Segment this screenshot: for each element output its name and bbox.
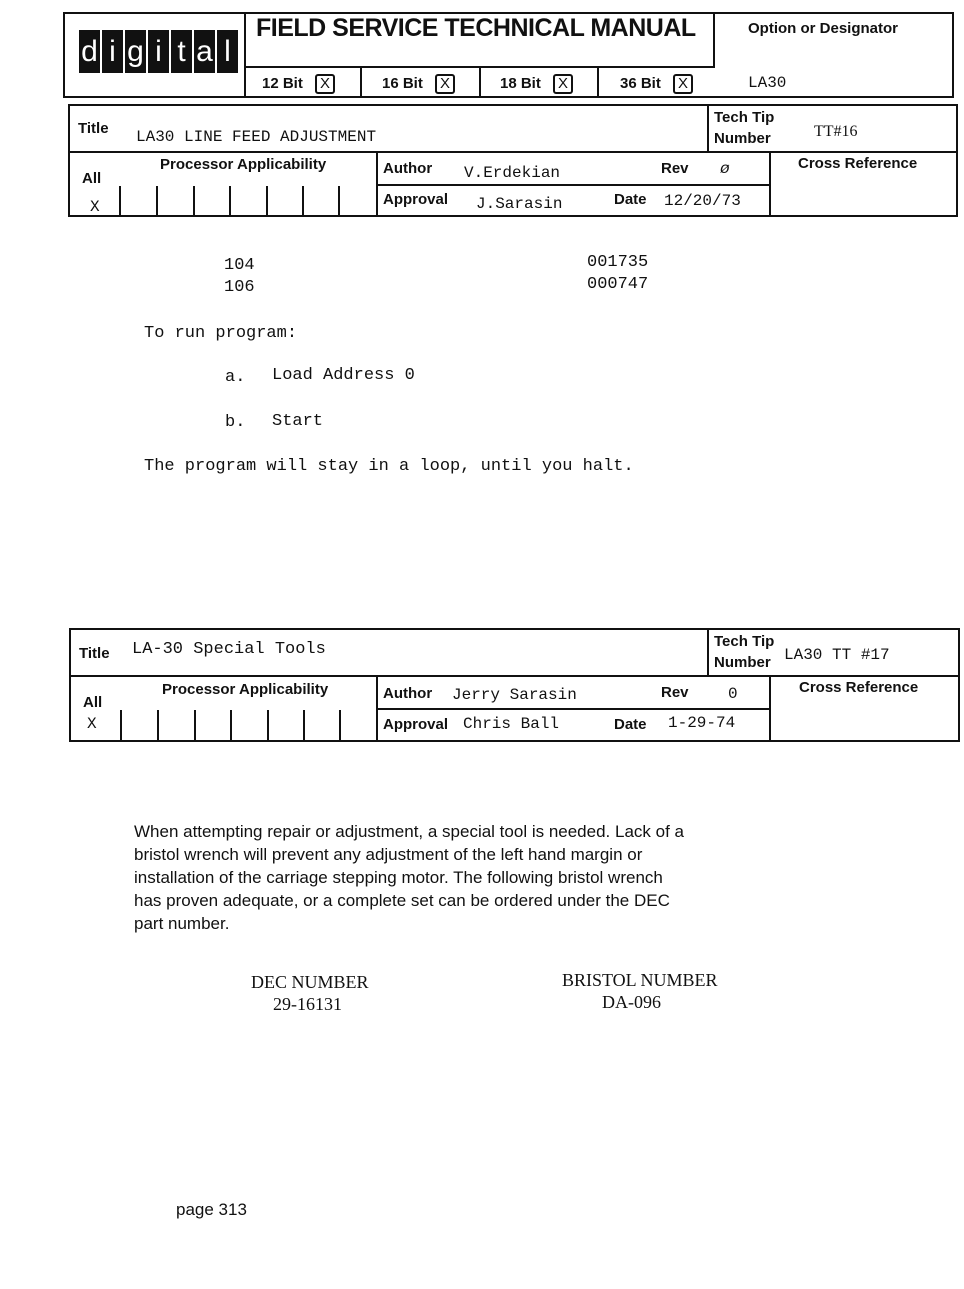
bit-divider [479,66,481,98]
all-mark: X [90,198,100,216]
program-address: 106 [224,278,255,297]
rev-value: 0 [728,685,738,703]
tech-tip-label: Tech Tip [714,633,775,650]
form-divider [707,628,709,677]
manual-title: FIELD SERVICE TECHNICAL MANUAL [256,14,696,42]
date-value: 1-29-74 [668,714,736,732]
bit-option-12 [262,74,335,94]
tech-tip-label: Number [714,654,771,671]
checkbox-36-bit: X [673,74,693,94]
bit-label: 16 Bit [382,75,423,92]
cross-reference-label: Cross Reference [799,679,919,696]
logo-letter: t [171,30,192,73]
bit-option-16 [382,74,455,94]
applicability-tick [194,710,196,741]
form-divider [69,675,960,677]
logo-letter: a [194,30,215,73]
applicability-tick [157,710,159,741]
author-label: Author [383,685,433,702]
rev-label: Rev [661,684,689,701]
applicability-tick [267,710,269,741]
tools-paragraph [134,820,934,935]
logo-letter: l [217,30,238,73]
form-divider [376,184,771,186]
form-divider [707,104,709,153]
applicability-tick [229,186,231,216]
applicability-tick [302,186,304,216]
applicability-tick [338,186,340,216]
bit-option-36 [620,74,693,94]
applicability-tick [303,710,305,741]
applicability-tick [119,186,121,216]
program-address: 104 [224,256,255,275]
title-label: Title [78,120,109,137]
approval-label: Approval [383,191,449,208]
paragraph-line: bristol wrench will prevent any adjustment of the left hand margin or [134,845,643,864]
logo-letter: i [102,30,123,73]
page-number: page 313 [176,1200,247,1219]
checkbox-12-bit: X [315,74,335,94]
tech-tip-number: TT#16 [814,123,858,140]
step-letter: a. [225,368,246,387]
rev-value: ø [720,160,730,178]
checkbox-16-bit: X [435,74,455,94]
date-label: Date [614,716,647,733]
tech-tip-number: LA30 TT #17 [784,646,890,664]
rev-label: Rev [661,160,689,177]
bit-label: 18 Bit [500,75,541,92]
title-label: Title [79,645,110,662]
applicability-tick [230,710,232,741]
paragraph-line: has proven adequate, or a complete set can be ordered under the DEC [134,891,670,910]
date-label: Date [614,191,647,208]
tech-tip-title: LA-30 Special Tools [132,640,326,659]
dec-number-value: 29-16131 [273,994,342,1014]
bristol-number-value: DA-096 [602,992,661,1012]
approval-value: Chris Ball [463,715,560,733]
run-heading: To run program: [144,324,298,343]
option-value: LA30 [748,74,787,92]
paragraph-line: installation of the carriage stepping motor. The following bristol wrench [134,868,663,887]
step-text: Start [272,412,324,431]
bit-divider [360,66,362,98]
approval-value: J.Sarasin [476,195,563,213]
step-letter: b. [225,413,246,432]
checkbox-18-bit: X [553,74,573,94]
program-value: 000747 [587,275,649,294]
paragraph-line: When attempting repair or adjustment, a special tool is needed. Lack of a [134,822,684,841]
author-value: V.Erdekian [464,164,561,182]
logo-letter: d [79,30,100,73]
digital-logo [79,30,238,73]
processor-applicability-label: Processor Applicability [162,681,329,698]
dec-number-label: DEC NUMBER [251,972,369,992]
paragraph-line: part number. [134,914,230,933]
all-mark: X [87,715,97,733]
tech-tip-label: Number [714,130,771,147]
tech-tip-title: LA30 LINE FEED ADJUSTMENT [136,128,377,146]
bristol-number-label: BRISTOL NUMBER [562,970,718,990]
cross-reference-label: Cross Reference [798,155,918,172]
all-label: All [82,170,102,187]
tech-tip-label: Tech Tip [714,109,775,126]
form-divider [376,708,771,710]
author-label: Author [383,160,433,177]
applicability-tick [193,186,195,216]
applicability-tick [339,710,341,741]
bit-label: 12 Bit [262,75,303,92]
author-value: Jerry Sarasin [452,686,577,704]
loop-note: The program will stay in a loop, until you halt. [144,457,634,476]
step-text: Load Address 0 [272,366,415,385]
option-label: Option or Designator [748,20,898,37]
form-divider [68,151,958,153]
all-label: All [83,694,103,711]
program-value: 001735 [587,253,649,272]
logo-letter: i [148,30,169,73]
applicability-tick [156,186,158,216]
approval-label: Approval [383,716,449,733]
header-divider [713,12,715,67]
processor-applicability-label: Processor Applicability [160,156,327,173]
date-value: 12/20/73 [664,192,741,210]
bit-divider [597,66,599,98]
bit-label: 36 Bit [620,75,661,92]
applicability-tick [120,710,122,741]
logo-letter: g [125,30,146,73]
bit-option-18 [500,74,573,94]
applicability-tick [266,186,268,216]
header-divider [244,12,246,98]
